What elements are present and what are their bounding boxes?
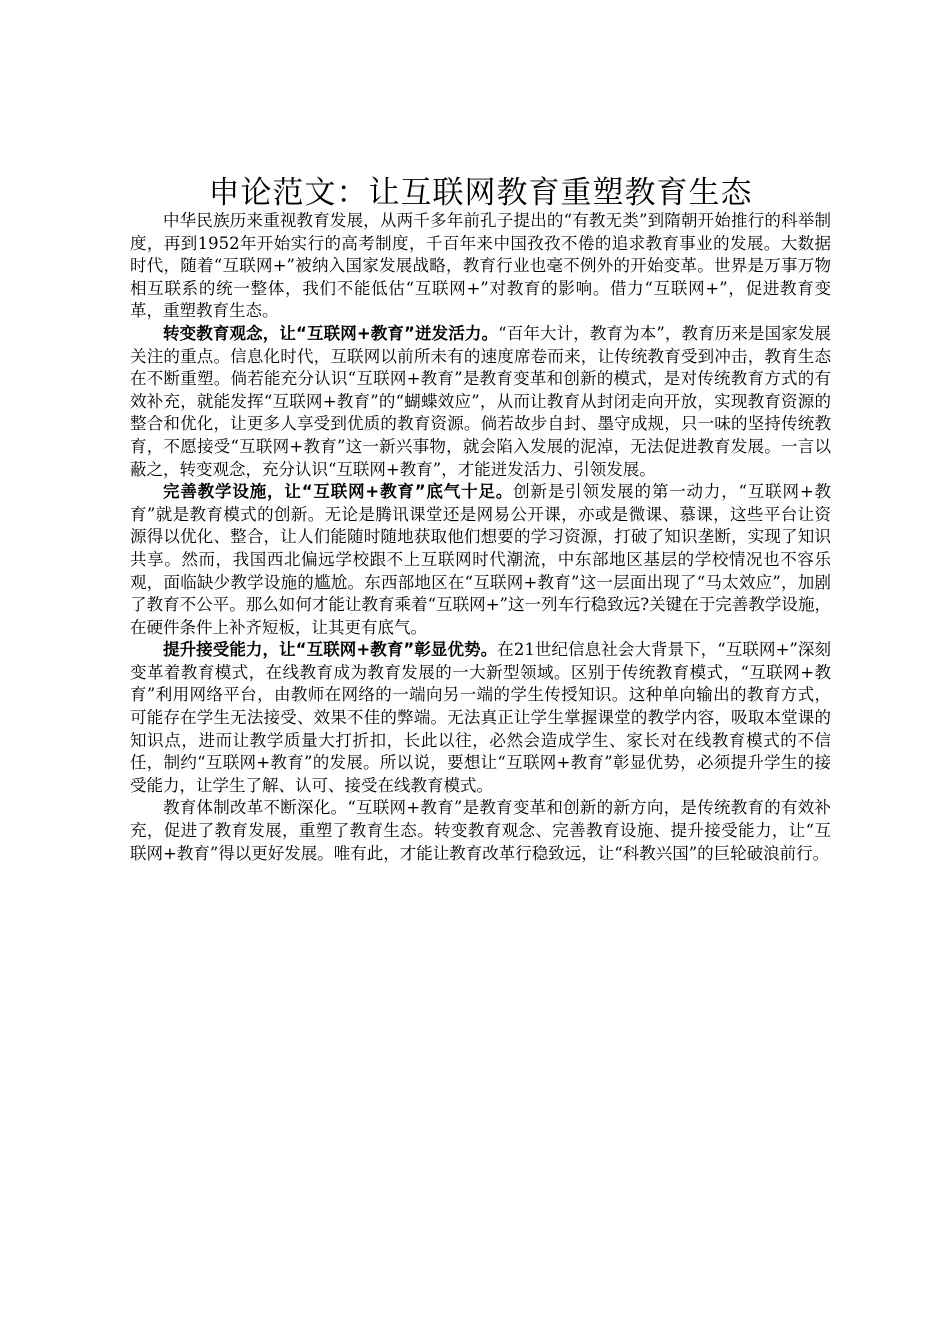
paragraph-text: 创新是引领发展的第一动力，“互联网+教育”就是教育模式的创新。无论是腾讯课堂还是网易公开课，亦或是微课、慕课，这些平台让资源得以优化、整合，让人们能随时随地获取他们想要的学习资源，打破了知识垄断，实现了知识共享。然而，我国西北偏远学校跟不上互联网时代潮流，中东部地区基层的学校情况也不容乐观，面临缺少教学设施的尴尬。东西部地区在“互联网+教育”这一层面出现了“马太效应”，加剧了教育不公平。那么如何才能让教育乘着“互联网+”这一列车行稳致远?关键在于完善教学设施，在硬件条件上补齐短板，让其更有底气。 bbox=[130, 482, 832, 637]
paragraph-section-2 bbox=[130, 481, 831, 639]
paragraph-text: 在21世纪信息社会大背景下，“互联网+”深刻变革着教育模式，在线教育成为教育发展的一大新型领域。区别于传统教育模式，“互联网+教育”利用网络平台，由教师在网络的一端向另一端的学生传授知识。这种单向输出的教育方式，可能存在学生无法接受、效果不佳的弊端。无法真正让学生掌握课堂的教学内容，吸取本堂课的知识点，进而让教学质量大打折扣，长此以往，必然会造成学生、家长对在线教育模式的不信任，制约“互联网+教育”的发展。所以说，要想让“互联网+教育”彰显优势，必须提升学生的接受能力，让学生了解、认可、接受在线教育模式。 bbox=[130, 640, 831, 795]
paragraph-lead: 提升接受能力，让“互联网+教育”彰显优势。 bbox=[163, 640, 498, 660]
paragraph-conclusion bbox=[130, 797, 831, 865]
paragraph-section-3 bbox=[130, 639, 831, 797]
paragraph-lead: 转变教育观念，让“互联网+教育”迸发活力。 bbox=[163, 323, 499, 343]
paragraph-text: 中华民族历来重视教育发展，从两千多年前孔子提出的“有教无类”到隋朝开始推行的科举制度，再到1952年开始实行的高考制度，千百年来中国孜孜不倦的追求教育事业的发展。大数据时代，随着“互联网+”被纳入国家发展战略，教育行业也毫不例外的开始变革。世界是万事万物相互联系的统一整体，我们不能低估“互联网+”对教育的影响。借力“互联网+”，促进教育变革，重塑教育生态。 bbox=[130, 211, 831, 321]
paragraph-intro bbox=[130, 210, 831, 323]
paragraph-text: “百年大计，教育为本”，教育历来是国家发展关注的重点。信息化时代，互联网以前所未有的速度席卷而来，让传统教育受到冲击，教育生态在不断重塑。倘若能充分认识“互联网+教育”是教育变革和创新的模式，是对传统教育方式的有效补充，就能发挥“互联网+教育”的“蝴蝶效应”，从而让教育从封闭走向开放，实现教育资源的整合和优化，让更多人享受到优质的教育资源。倘若故步自封、墨守成规，只一味的坚持传统教育，不愿接受“互联网+教育”这一新兴事物，就会陷入发展的泥淖，无法促进教育发展。一言以蔽之，转变观念，充分认识“互联网+教育”，才能迸发活力、引领发展。 bbox=[130, 323, 832, 479]
document-body bbox=[130, 176, 831, 865]
paragraph-lead: 完善教学设施，让“互联网+教育”底气十足。 bbox=[163, 482, 514, 502]
paragraph-text: 教育体制改革不断深化。“互联网+教育”是教育变革和创新的新方向，是传统教育的有效补充，促进了教育发展，重塑了教育生态。转变教育观念、完善教育设施、提升接受能力，让“互联网+教育”得以更好发展。唯有此，才能让教育改革行稳致远，让“科教兴国”的巨轮破浪前行。 bbox=[130, 798, 831, 863]
page-title: 申论范文：让互联网教育重塑教育生态 bbox=[208, 175, 753, 211]
paragraph-section-1 bbox=[130, 323, 831, 481]
